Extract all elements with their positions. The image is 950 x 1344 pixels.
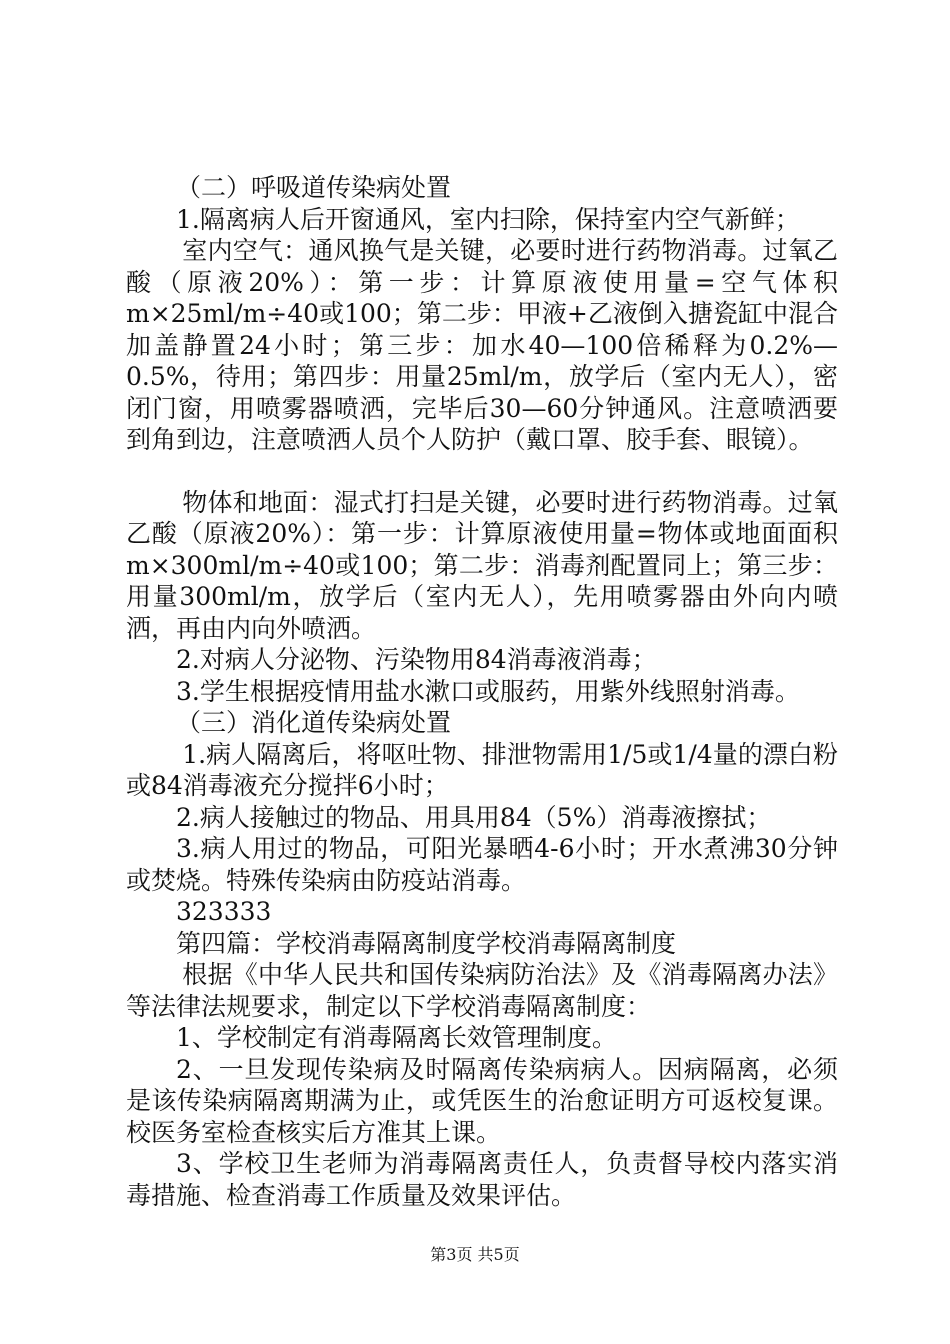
section-heading-respiratory: （二）呼吸道传染病处置 xyxy=(176,173,452,202)
paragraph: 3.病人用过的物品，可阳光暴晒4-6小时；开水煮沸30分钟或焚烧。特殊传染病由防疫站消毒。 xyxy=(126,834,838,895)
paragraph-number: 323333 xyxy=(176,897,272,926)
paragraph: 2.病人接触过的物品、用具用84（5%）消毒液擦拭； xyxy=(176,802,772,832)
document-body xyxy=(126,172,838,1211)
chapter-heading: 第四篇：学校消毒隔离制度学校消毒隔离制度 xyxy=(176,928,677,958)
paragraph: 2、一旦发现传染病及时隔离传染病病人。因病隔离，必须是该传染病隔离期满为止，或凭医生的治愈证明方可返校复课。校医务室检查核实后方准其上课。 xyxy=(126,1054,838,1147)
paragraph: 2.对病人分泌物、污染物用84消毒液消毒； xyxy=(176,645,657,674)
paragraph: 3.学生根据疫情用盐水漱口或服药，用紫外线照射消毒。 xyxy=(176,676,800,706)
page-footer xyxy=(0,1245,950,1265)
page-number: 第3页 共5页 xyxy=(430,1245,520,1264)
paragraph: 3、学校卫生老师为消毒隔离责任人，负责督导校内落实消毒措施、检查消毒工作质量及效果评估。 xyxy=(126,1149,838,1210)
section-heading-digestive: （三）消化道传染病处置 xyxy=(176,708,452,737)
paragraph: 1.病人隔离后，将呕吐物、排泄物需用1/5或1/4量的漂白粉或84消毒液充分搅拌6小时； xyxy=(126,739,838,800)
paragraph-indoor-air: 室内空气：通风换气是关键，必要时进行药物消毒。过氧乙酸（原液20%）：第一步：计算原液使用量=空气体积m×25ml/m÷40或100；第二步：甲液+乙液倒入搪瓷缸中混合加盖静置24小时；第三步：加水40—100倍稀释为0.2%—0.5%，待用；第四步：用量25ml/m，放学后（室内无人），密闭门窗，用喷雾器喷洒，完毕后30—60分钟通风。注意喷洒要到角到边，注意喷洒人员个人防护（戴口罩、胶手套、眼镜）。 xyxy=(126,236,838,454)
paragraph-gap xyxy=(126,456,838,487)
paragraph-objects-floor: 物体和地面：湿式打扫是关键，必要时进行药物消毒。过氧乙酸（原液20%）：第一步：计算原液使用量=物体或地面面积m×300ml/m÷40或100；第二步：消毒剂配置同上；第三步：用量300ml/m，放学后（室内无人），先用喷雾器由外向内喷洒，再由内向外喷洒。 xyxy=(126,487,838,643)
paragraph: 1.隔离病人后开窗通风，室内扫除，保持室内空气新鲜； xyxy=(176,204,800,234)
paragraph: 1、学校制定有消毒隔离长效管理制度。 xyxy=(176,1023,617,1052)
paragraph: 根据《中华人民共和国传染病防治法》及《消毒隔离办法》等法律法规要求，制定以下学校消毒隔离制度： xyxy=(126,960,838,1021)
